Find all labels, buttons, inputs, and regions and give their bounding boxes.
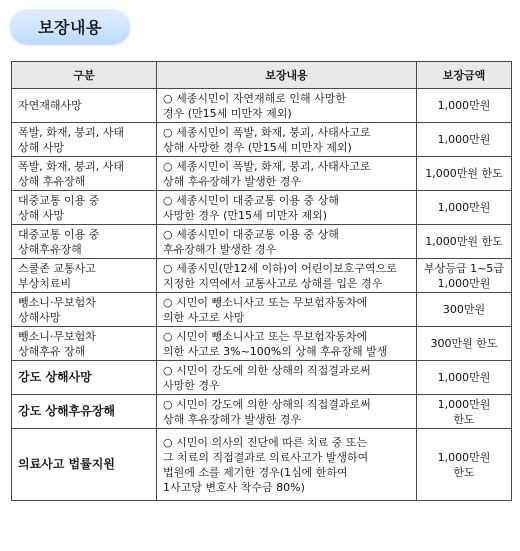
cell-content <box>157 89 417 123</box>
cell-content <box>157 429 417 501</box>
category-text: 상해 후유장해 <box>18 174 86 188</box>
category-text: 뺑소니·무보험차 <box>18 295 96 309</box>
amount-text: 1,000만원 <box>437 276 491 290</box>
cell-content <box>157 293 417 327</box>
amount-text: 1,000만원 한도 <box>425 167 503 180</box>
content-text: 1사고당 변호사 착수금 80%) <box>163 480 305 494</box>
table-row <box>12 89 512 123</box>
header-content: 보장내용 <box>157 62 417 89</box>
cell-category <box>12 225 157 259</box>
content-text: 그 치료의 직접결과로 의료사고가 발생하여 <box>163 450 369 464</box>
cell-content <box>157 395 417 429</box>
cell-content <box>157 259 417 293</box>
content-text: 상해 후유장해가 발생한 경우 <box>163 412 302 426</box>
content-text: ○ 세종시민이 폭발, 화재, 붕괴, 사태사고로 <box>163 125 371 139</box>
amount-text: 300만원 <box>442 303 486 316</box>
category-text: 폭발, 화재, 붕괴, 사태 <box>18 125 124 139</box>
amount-text: 1,000만원 <box>437 99 491 112</box>
cell-amount <box>417 225 512 259</box>
content-text: ○ 세종시민이 폭발, 화재, 붕괴, 사태사고로 <box>163 159 371 173</box>
cell-amount <box>417 157 512 191</box>
coverage-table <box>11 61 512 501</box>
amount-text: 부상등급 1~5급 <box>424 261 504 275</box>
category-text: 자연재해사망 <box>18 99 82 112</box>
cell-amount <box>417 293 512 327</box>
section-title: 보장내용 <box>38 17 102 37</box>
cell-content <box>157 157 417 191</box>
content-text: 경우 (만15세 미만자 제외) <box>163 106 292 120</box>
content-text: 사망한 경우 <box>163 378 220 392</box>
cell-amount <box>417 123 512 157</box>
table-row <box>12 123 512 157</box>
cell-content <box>157 123 417 157</box>
cell-category <box>12 157 157 191</box>
table-row <box>12 225 512 259</box>
cell-amount <box>417 89 512 123</box>
header-amount: 보장금액 <box>417 62 512 89</box>
content-text: 지정한 지역에서 교통사고로 상해를 입은 경우 <box>163 276 383 290</box>
content-text: 상해 사망한 경우 (만15세 미만자 제외) <box>163 140 352 154</box>
table-row <box>12 327 512 361</box>
category-text: 대중교통 이용 중 <box>18 227 100 241</box>
category-text: 부상치료비 <box>18 276 72 290</box>
content-text: 상해 후유장해가 발생한 경우 <box>163 174 302 188</box>
cell-category <box>12 89 157 123</box>
cell-content <box>157 225 417 259</box>
table-body <box>12 89 512 501</box>
cell-amount <box>417 327 512 361</box>
content-text: ○ 세종시민이 대중교통 이용 중 상해 <box>163 227 339 241</box>
cell-amount <box>417 191 512 225</box>
content-text: 후유장해가 발생한 경우 <box>163 242 277 256</box>
cell-amount <box>417 259 512 293</box>
content-text: 의한 사고로 사망 <box>163 310 245 324</box>
category-text: 강도 상해후유장해 <box>18 404 115 418</box>
cell-amount <box>417 429 512 501</box>
amount-text: 1,000만원 한도 <box>425 235 503 248</box>
cell-content <box>157 191 417 225</box>
category-text: 폭발, 화재, 붕괴, 사태 <box>18 159 124 173</box>
cell-amount <box>417 395 512 429</box>
content-text: 사망한 경우 (만15세 미만자 제외) <box>163 208 328 222</box>
amount-text: 1,000만원 <box>437 201 491 214</box>
amount-text: 1,000만원 <box>437 371 491 384</box>
cell-category <box>12 123 157 157</box>
category-text: 스쿨존 교통사고 <box>18 261 96 275</box>
amount-text: 1,000만원 <box>437 133 491 146</box>
amount-text: 한도 <box>453 465 475 479</box>
cell-content <box>157 327 417 361</box>
content-text: ○ 시민이 강도에 의한 상해의 직접결과로써 <box>163 397 371 411</box>
amount-text: 한도 <box>453 412 475 426</box>
section-title-badge <box>10 8 130 44</box>
content-text: 법원에 소를 제기한 경우(1심에 한하여 <box>163 465 348 479</box>
category-text: 상해후유 장해 <box>18 344 86 358</box>
cell-category <box>12 395 157 429</box>
category-text: 상해 사망 <box>18 208 65 222</box>
amount-text: 1,000만원 <box>437 397 491 411</box>
content-text: ○ 시민이 뺑소니사고 또는 무보험자동차에 <box>163 329 368 343</box>
content-text: ○ 시민이 의사의 진단에 따른 치료 중 또는 <box>163 435 368 449</box>
content-text: ○ 세종시민이 대중교통 이용 중 상해 <box>163 193 339 207</box>
category-text: 강도 상해사망 <box>18 370 92 384</box>
category-text: 의료사고 법률지원 <box>18 457 115 471</box>
table-row <box>12 157 512 191</box>
table-row <box>12 259 512 293</box>
cell-category <box>12 327 157 361</box>
cell-category <box>12 429 157 501</box>
category-text: 상해 사망 <box>18 140 65 154</box>
category-text: 상해사망 <box>18 310 61 324</box>
table-row <box>12 395 512 429</box>
table-row <box>12 191 512 225</box>
table-row <box>12 293 512 327</box>
cell-category <box>12 361 157 395</box>
content-text: ○ 시민이 뺑소니사고 또는 무보험자동차에 <box>163 295 368 309</box>
header-category: 구분 <box>12 62 157 89</box>
table-header-row <box>12 62 512 89</box>
cell-amount <box>417 361 512 395</box>
cell-category <box>12 191 157 225</box>
category-text: 뺑소니·무보험차 <box>18 329 96 343</box>
table-row <box>12 361 512 395</box>
content-text: ○ 세종시민(만12세 이하)이 어린이보호구역으로 <box>163 261 397 275</box>
category-text: 상해후유장해 <box>18 242 82 256</box>
cell-category <box>12 259 157 293</box>
content-text: ○ 세종시민이 자연재해로 인해 사망한 <box>163 91 346 105</box>
content-text: 의한 사고로 3%~100%의 상해 후유장해 발생 <box>163 344 388 358</box>
amount-text: 300만원 한도 <box>430 337 498 350</box>
cell-content <box>157 361 417 395</box>
amount-text: 1,000만원 <box>437 450 491 464</box>
cell-category <box>12 293 157 327</box>
content-text: ○ 시민이 강도에 의한 상해의 직접결과로써 <box>163 363 371 377</box>
category-text: 대중교통 이용 중 <box>18 193 100 207</box>
table-row <box>12 429 512 501</box>
